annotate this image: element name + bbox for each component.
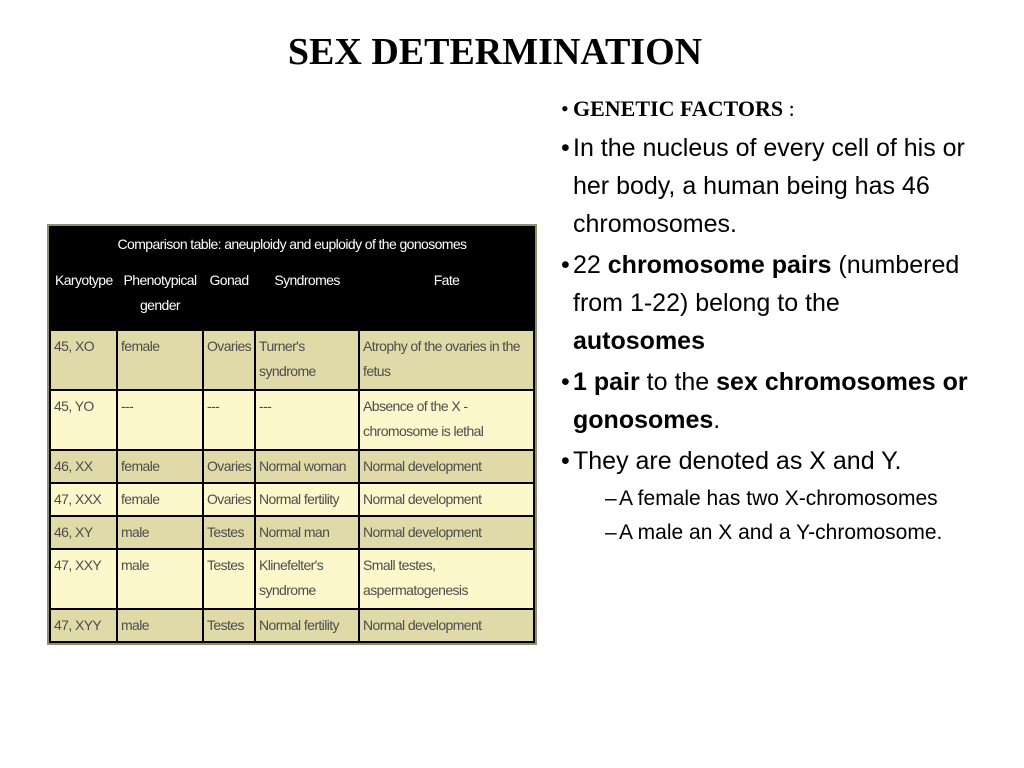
table-row: [51, 517, 533, 548]
table-cell: 46, XY: [51, 517, 116, 548]
table-header: Phenotypical gender: [118, 262, 202, 329]
table-row: [51, 451, 533, 482]
bullet-nucleus: [561, 129, 971, 243]
bullet-text: to the: [639, 368, 717, 396]
table-cell: ---: [256, 391, 358, 449]
slide-title: SEX DETERMINATION: [287, 31, 703, 73]
table-cell: Klinefelter's syndrome: [256, 550, 358, 608]
table-header: Syndromes: [256, 262, 358, 329]
table-cell: Testes: [204, 550, 254, 608]
table-cell: 47, XXX: [51, 484, 116, 515]
table-cell: Normal development: [360, 610, 533, 641]
table-cell: male: [118, 517, 202, 548]
table-cell: Turner's syndrome: [256, 331, 358, 389]
table-cell: ---: [204, 391, 254, 449]
bullet-text: 22: [573, 251, 608, 279]
table-cell: ---: [118, 391, 202, 449]
table-cell: Ovaries: [204, 451, 254, 482]
bullet-text: They are denoted as X and Y.: [573, 447, 902, 475]
table-cell: Ovaries: [204, 331, 254, 389]
bullet-bold-text: 1 pair: [573, 368, 640, 396]
table-header: Karyotype: [51, 262, 116, 329]
table-caption: Comparison table: aneuploidy and euploidy of the gonosomes: [51, 228, 533, 260]
bullet-text: .: [713, 406, 721, 434]
sub-bullet-female: [561, 483, 971, 515]
sub-bullet-text: A male an X and a Y-chromosome.: [619, 521, 943, 544]
table-cell: 45, XO: [51, 331, 116, 389]
bullet-icon: •: [561, 96, 569, 121]
bullet-text: In the nucleus of every cell of his or her body, a human being has 46 chromosomes.: [573, 134, 965, 238]
table-row: [51, 331, 533, 389]
table-cell: 45, YO: [51, 391, 116, 449]
bullet-sex-chromosomes: [561, 363, 971, 439]
bullet-bold-text: GENETIC FACTORS: [573, 96, 784, 121]
table-cell: Normal fertility: [256, 610, 358, 641]
sub-bullet-male: [561, 517, 971, 549]
comparison-table-image: [47, 224, 537, 645]
table-cell: Atrophy of the ovaries in the fetus: [360, 331, 533, 389]
bullet-icon: •: [561, 134, 570, 162]
table-cell: Normal fertility: [256, 484, 358, 515]
table-cell: female: [118, 484, 202, 515]
dash-icon: –: [605, 521, 617, 544]
table-cell: Ovaries: [204, 484, 254, 515]
table-cell: Normal development: [360, 451, 533, 482]
table-row: [51, 550, 533, 608]
table-row: [51, 610, 533, 641]
bullet-denoted: [561, 442, 971, 480]
table-cell: 47, XYY: [51, 610, 116, 641]
bullet-icon: •: [561, 447, 570, 475]
table-row: [51, 484, 533, 515]
table-cell: 47, XXY: [51, 550, 116, 608]
bullet-icon: •: [561, 251, 570, 279]
bullet-text: :: [783, 96, 795, 121]
table-header: Fate: [360, 262, 533, 329]
table-cell: male: [118, 550, 202, 608]
bullet-bold-text: autosomes: [573, 327, 705, 355]
table-cell: male: [118, 610, 202, 641]
sub-bullet-text: A female has two X-chromosomes: [619, 487, 938, 510]
table-cell: Normal development: [360, 484, 533, 515]
table-cell: Absence of the X - chromosome is lethal: [360, 391, 533, 449]
table-header: Gonad: [204, 262, 254, 329]
dash-icon: –: [605, 487, 617, 510]
bullet-bold-text: chromosome pairs: [607, 251, 832, 279]
comparison-table: [49, 226, 535, 643]
table-cell: 46, XX: [51, 451, 116, 482]
bullet-bold-text: sex chromosomes or gonosomes: [573, 368, 968, 434]
table-cell: Normal development: [360, 517, 533, 548]
table-cell: female: [118, 451, 202, 482]
table-cell: female: [118, 331, 202, 389]
bullet-icon: •: [561, 368, 570, 396]
bullet-genetic-factors: [561, 92, 971, 126]
table-cell: Testes: [204, 610, 254, 641]
table-cell: Small testes, aspermatogenesis: [360, 550, 533, 608]
bullet-text: (numbered from 1-22) belong to the: [573, 251, 960, 317]
table-cell: Normal man: [256, 517, 358, 548]
bullet-chromosome-pairs: [561, 246, 971, 360]
bullet-list: [561, 92, 971, 551]
table-row: [51, 391, 533, 449]
table-cell: Testes: [204, 517, 254, 548]
table-cell: Normal woman: [256, 451, 358, 482]
